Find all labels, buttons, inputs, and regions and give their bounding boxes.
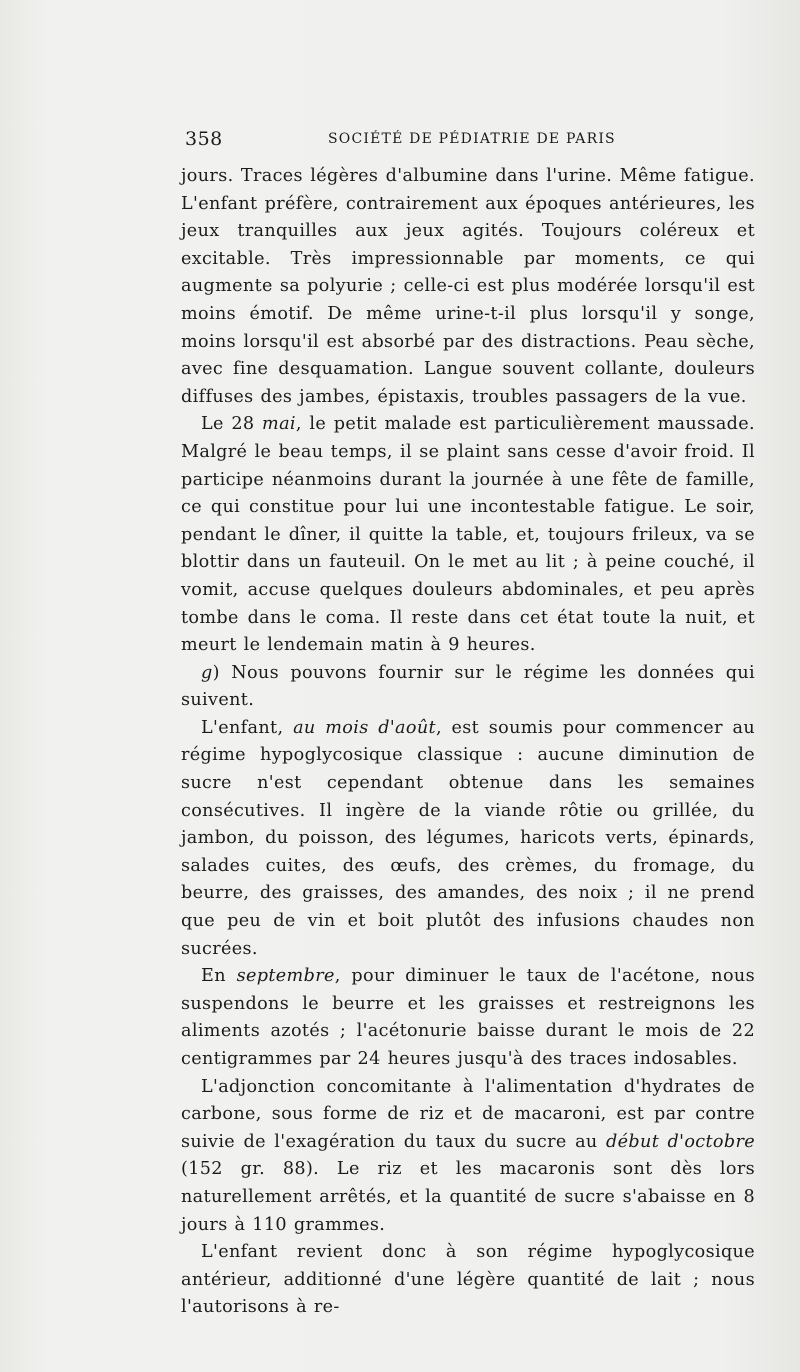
section-letter: g	[201, 662, 213, 683]
paragraph-5-text: En	[201, 966, 237, 987]
paragraph-2-text: , le petit malade est particulièrement maussade. Malgré le beau temps, il se plaint sans cesse d'avoir froid. Il participe néanmoins durant la journée à une fête de famille, ce qui constitue pour lui une incontestable fatigue. Le soir, pendant le dîner, il quitte la table, et, toujours frileux, va se blottir dans un fauteuil. On le met au lit ; à peine couché, il vomit, accuse quelques douleurs abdominales, et peu après tombe dans le coma. Il reste dans cet état toute la nuit, et meurt le lendemain matin à 9 heures.	[181, 414, 755, 656]
paragraph-7	[181, 1239, 755, 1322]
page-number: 358	[185, 128, 223, 150]
paragraph-1-text: jours. Traces légères d'albumine dans l'urine. Même fatigue. L'enfant préfère, contrairement aux époques antérieures, les jeux tranquilles aux jeux agités. Toujours coléreux et excitable. Très impressionnable par moments, ce qui augmente sa polyurie ; celle-ci est plus modérée lorsqu'il est moins émotif. De même urine-t-il plus lorsqu'il y songe, moins lorsqu'il est absorbé par des distractions. Peau sèche, avec fine desquamation. Langue souvent collante, douleurs diffuses des jambes, épistaxis, troubles passagers de la vue.	[181, 166, 755, 407]
date-emphasis: au mois d'août	[293, 717, 436, 738]
paragraph-2	[181, 411, 755, 659]
date-emphasis: septembre	[236, 966, 335, 987]
paragraph-4-text: , est soumis pour commencer au régime hypoglycosique classique : aucune diminution de sucre n'est cependant obtenue dans les semaines consécutives. Il ingère de la viande rôtie ou grillée, du jambon, du poisson, des légumes, haricots verts, épinards, salades cuites, des œufs, des crèmes, du fromage, du beurre, des graisses, des amandes, des noix ; il ne prend que peu de vin et boit plutôt des infusions chaudes non sucrées.	[181, 717, 756, 959]
paragraph-7-text: L'enfant revient donc à son régime hypoglycosique antérieur, additionné d'une légère quantité de lait ; nous l'autorisons à re-	[181, 1242, 755, 1318]
paragraph-1	[181, 163, 755, 411]
paragraph-5	[181, 963, 755, 1073]
paragraph-2-text: Le 28	[201, 414, 263, 435]
running-head	[185, 128, 625, 156]
paragraph-4-text: L'enfant,	[201, 717, 294, 738]
paragraph-6-text: L'adjonction concomitante à l'alimentation d'hydrates de carbone, sous forme de riz et de macaroni, est par contre suivie de l'exagération du taux du sucre au	[181, 1076, 755, 1152]
paragraph-3-text: ) Nous pouvons fournir sur le régime les données qui suivent.	[181, 662, 755, 711]
paragraph-4	[181, 715, 755, 963]
body-text	[181, 163, 755, 1322]
paragraph-3	[181, 660, 755, 715]
paragraph-5-text: , pour diminuer le taux de l'acétone, nous suspendons le beurre et les graisses et restreignons les aliments azotés ; l'acétonurie baisse durant le mois de 22 centigrammes par 24 heures jusqu'à des traces indosables.	[181, 966, 755, 1069]
running-title: SOCIÉTÉ DE PÉDIATRIE DE PARIS	[328, 131, 616, 147]
date-emphasis: mai	[262, 414, 296, 435]
date-emphasis: début d'octobre	[606, 1131, 755, 1152]
paragraph-6	[181, 1074, 755, 1240]
paragraph-6-text: (152 gr. 88). Le riz et les macaronis sont dès lors naturellement arrêtés, et la quantité de sucre s'abaisse en 8 jours à 110 grammes.	[181, 1159, 755, 1235]
